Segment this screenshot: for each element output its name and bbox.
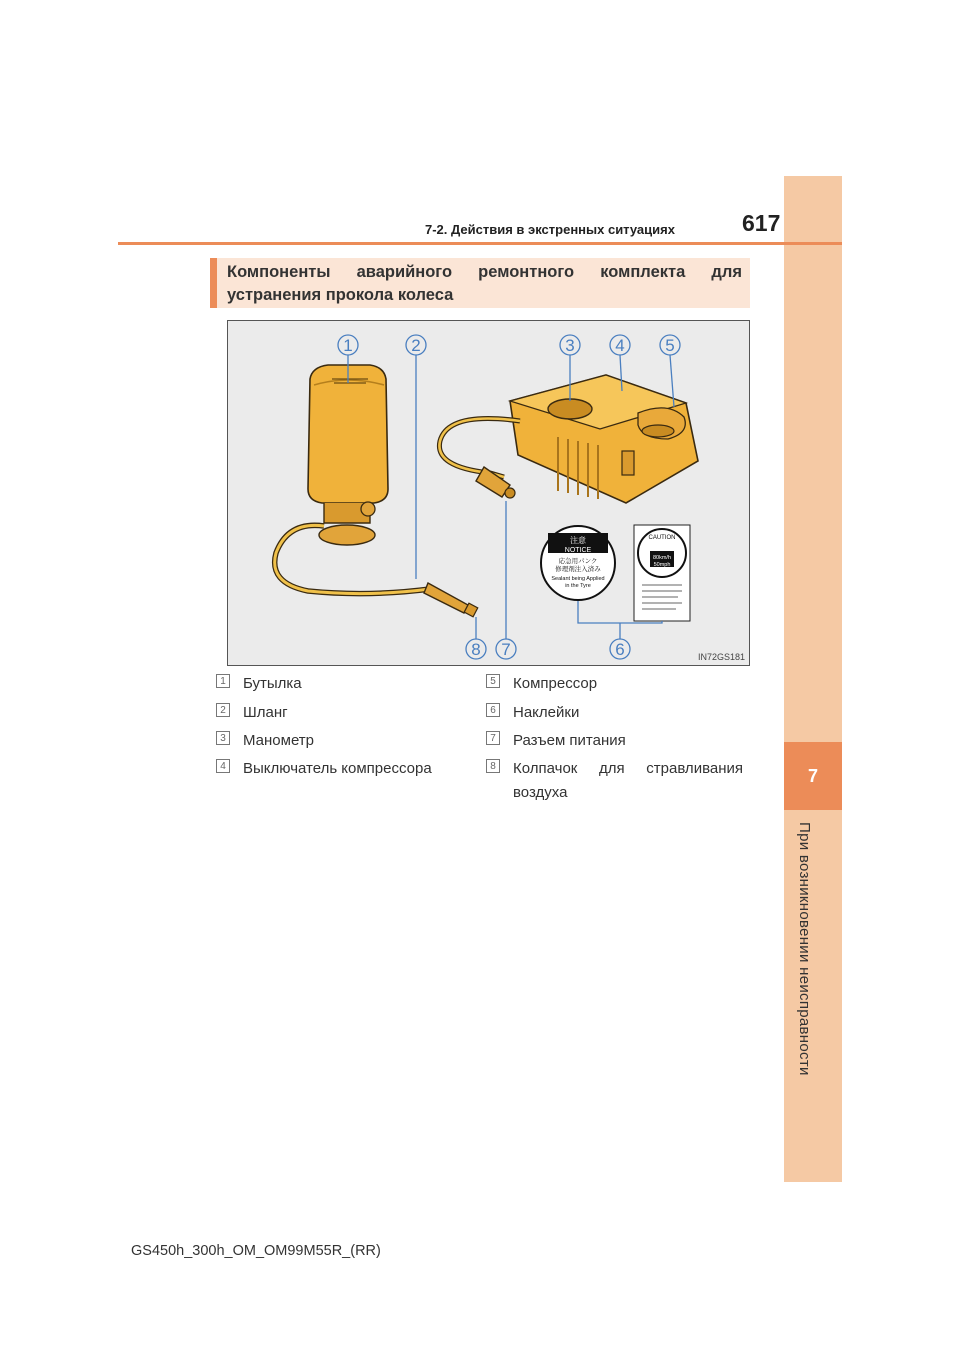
sticker-notice-jp-top: 注意 [570, 536, 586, 545]
legend-label-4: Выключатель компрессора [243, 760, 432, 777]
legend-label-8: Колпачок для стравливания воздуха [513, 760, 743, 801]
callout-6: 6 [615, 640, 625, 659]
callout-4: 4 [615, 336, 625, 355]
legend-num-8: 8 [486, 759, 500, 773]
legend-label-7: Разъем питания [513, 732, 626, 749]
sticker-notice-en-line1: Sealant being Applied [551, 576, 605, 582]
stickers [541, 525, 690, 621]
callout-1: 1 [343, 336, 353, 355]
document-footer: GS450h_300h_OM_OM99M55R_(RR) [131, 1243, 381, 1259]
sticker-caution-speed-mph: 50mph [653, 562, 671, 568]
sticker-caution-speed-kmh: 80km/h [652, 555, 672, 561]
legend-num-4: 4 [216, 759, 230, 773]
chapter-side-tab [784, 176, 842, 1182]
legend-num-7: 7 [486, 731, 500, 745]
sticker-caution-en-top: CAUTION [648, 535, 676, 541]
legend-label-2: Шланг [243, 704, 288, 721]
sticker-notice-en-line2: in the Tyre [565, 583, 591, 589]
legend-num-2: 2 [216, 703, 230, 717]
callout-8: 8 [471, 640, 481, 659]
callout-3: 3 [565, 336, 575, 355]
section-title-box [210, 258, 750, 308]
repair-kit-illustration [228, 321, 749, 665]
legend-num-3: 3 [216, 731, 230, 745]
callout-5: 5 [665, 336, 675, 355]
legend-label-3: Манометр [243, 732, 315, 749]
chapter-title: При возникновении неисправности [796, 822, 813, 1076]
callout-2: 2 [411, 336, 421, 355]
chapter-number: 7 [784, 742, 842, 810]
sticker-notice-jp-line1: 応急用パンク [558, 557, 598, 565]
figure-code: IN72GS181 [697, 652, 745, 662]
section-title: Компоненты аварийного ремонтного комплекта для устранения прокола колеса [227, 263, 742, 304]
repair-kit-figure [227, 320, 750, 666]
legend-label-6: Наклейки [513, 704, 580, 721]
callout-7: 7 [501, 640, 511, 659]
sticker-notice-jp-line2: 修理剤注入済み [555, 565, 601, 573]
compressor [439, 375, 698, 503]
sealant-bottle [275, 365, 478, 617]
sticker-notice-en-top: NOTICE [564, 547, 592, 554]
page-number: 617 [742, 210, 781, 236]
legend-num-6: 6 [486, 703, 500, 717]
header-rule [118, 242, 842, 245]
legend-label-1: Бутылка [243, 675, 302, 692]
legend-num-1: 1 [216, 674, 230, 688]
legend-label-5: Компрессор [513, 675, 598, 692]
legend-num-5: 5 [486, 674, 500, 688]
section-header: 7-2. Действия в экстренных ситуациях [425, 222, 675, 237]
